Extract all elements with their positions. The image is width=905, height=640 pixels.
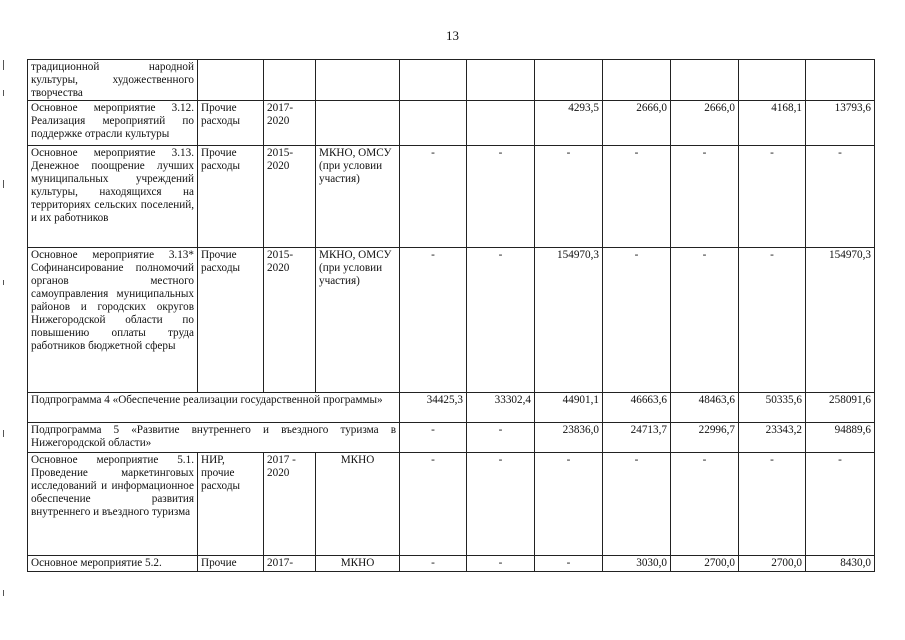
value-cell: - xyxy=(806,146,875,248)
table-row xyxy=(28,101,875,146)
row-name: традиционной народной культуры, художественного творчества xyxy=(28,60,198,101)
row-name: Основное мероприятие 3.12. Реализация мероприятий по поддержке отрасли культуры xyxy=(28,101,198,146)
value-cell: 8430,0 xyxy=(806,556,875,572)
value-cell: - xyxy=(671,248,739,393)
value-cell: - xyxy=(467,453,535,556)
row-executor: МКНО xyxy=(316,556,400,572)
value-cell: - xyxy=(400,453,467,556)
value-cell xyxy=(467,101,535,146)
value-cell: - xyxy=(535,556,603,572)
value-cell: - xyxy=(400,556,467,572)
budget-table xyxy=(27,59,875,572)
page-number: 13 xyxy=(446,28,459,43)
value-cell: - xyxy=(603,146,671,248)
table-row xyxy=(28,453,875,556)
value-cell: 3030,0 xyxy=(603,556,671,572)
row-name: Подпрограмма 5 «Развитие внутреннего и въездного туризма в Нижегородской области» xyxy=(28,423,400,453)
table-row xyxy=(28,556,875,572)
row-executor: МКНО xyxy=(316,453,400,556)
row-years: 2017- xyxy=(264,556,316,572)
value-cell xyxy=(739,60,806,101)
value-cell: 2700,0 xyxy=(671,556,739,572)
value-cell: - xyxy=(400,248,467,393)
row-executor: МКНО, ОМСУ (при условии участия) xyxy=(316,248,400,393)
table-row xyxy=(28,248,875,393)
table-row xyxy=(28,423,875,453)
value-cell: - xyxy=(400,423,467,453)
row-expense-type: Прочие расходы xyxy=(198,248,264,393)
value-cell: - xyxy=(535,453,603,556)
value-cell: 34425,3 xyxy=(400,393,467,423)
value-cell: - xyxy=(467,146,535,248)
row-expense-type xyxy=(198,60,264,101)
row-expense-type: НИР, прочие расходы xyxy=(198,453,264,556)
value-cell: 2666,0 xyxy=(671,101,739,146)
value-cell: 46663,6 xyxy=(603,393,671,423)
row-expense-type: Прочие расходы xyxy=(198,101,264,146)
value-cell: - xyxy=(400,146,467,248)
row-name: Основное мероприятие 3.13* Софинансирование полномочий органов местного самоуправления муниципальных районов и городских округов Нижегородской области по повышению оплаты труда работников бюджетной сферы xyxy=(28,248,198,393)
value-cell: - xyxy=(467,423,535,453)
value-cell xyxy=(400,101,467,146)
value-cell: 44901,1 xyxy=(535,393,603,423)
value-cell: - xyxy=(739,248,806,393)
row-years: 2015-2020 xyxy=(264,248,316,393)
value-cell: 94889,6 xyxy=(806,423,875,453)
value-cell xyxy=(806,60,875,101)
value-cell xyxy=(603,60,671,101)
value-cell: - xyxy=(739,453,806,556)
table-row xyxy=(28,393,875,423)
scan-edge-marks xyxy=(3,30,7,630)
value-cell: - xyxy=(806,453,875,556)
value-cell xyxy=(467,60,535,101)
value-cell: - xyxy=(603,453,671,556)
row-years: 2017-2020 xyxy=(264,101,316,146)
row-expense-type: Прочие xyxy=(198,556,264,572)
value-cell: 4168,1 xyxy=(739,101,806,146)
value-cell: 154970,3 xyxy=(535,248,603,393)
value-cell: - xyxy=(467,556,535,572)
row-executor xyxy=(316,60,400,101)
value-cell: 50335,6 xyxy=(739,393,806,423)
value-cell: 24713,7 xyxy=(603,423,671,453)
value-cell: 2666,0 xyxy=(603,101,671,146)
value-cell: 4293,5 xyxy=(535,101,603,146)
row-executor xyxy=(316,101,400,146)
value-cell xyxy=(535,60,603,101)
value-cell xyxy=(671,60,739,101)
value-cell: - xyxy=(467,248,535,393)
table-row xyxy=(28,60,875,101)
row-years xyxy=(264,60,316,101)
value-cell: 258091,6 xyxy=(806,393,875,423)
row-expense-type: Прочие расходы xyxy=(198,146,264,248)
value-cell: 13793,6 xyxy=(806,101,875,146)
value-cell: - xyxy=(603,248,671,393)
row-name: Основное мероприятие 5.2. xyxy=(28,556,198,572)
value-cell: 2700,0 xyxy=(739,556,806,572)
row-years: 2015-2020 xyxy=(264,146,316,248)
value-cell: 48463,6 xyxy=(671,393,739,423)
value-cell: - xyxy=(671,146,739,248)
value-cell xyxy=(400,60,467,101)
row-years: 2017 - 2020 xyxy=(264,453,316,556)
value-cell: 23343,2 xyxy=(739,423,806,453)
value-cell: - xyxy=(671,453,739,556)
value-cell: - xyxy=(535,146,603,248)
value-cell: 22996,7 xyxy=(671,423,739,453)
value-cell: 154970,3 xyxy=(806,248,875,393)
row-name: Подпрограмма 4 «Обеспечение реализации государственной программы» xyxy=(28,393,400,423)
row-name: Основное мероприятие 5.1. Проведение маркетинговых исследований и информационное обеспечение развития внутреннего и въездного туризма xyxy=(28,453,198,556)
row-executor: МКНО, ОМСУ (при условии участия) xyxy=(316,146,400,248)
value-cell: 23836,0 xyxy=(535,423,603,453)
row-name: Основное мероприятие 3.13. Денежное поощрение лучших муниципальных учреждений культуры, находящихся на территориях сельских поселений, и их работников xyxy=(28,146,198,248)
value-cell: 33302,4 xyxy=(467,393,535,423)
table-row xyxy=(28,146,875,248)
value-cell: - xyxy=(739,146,806,248)
